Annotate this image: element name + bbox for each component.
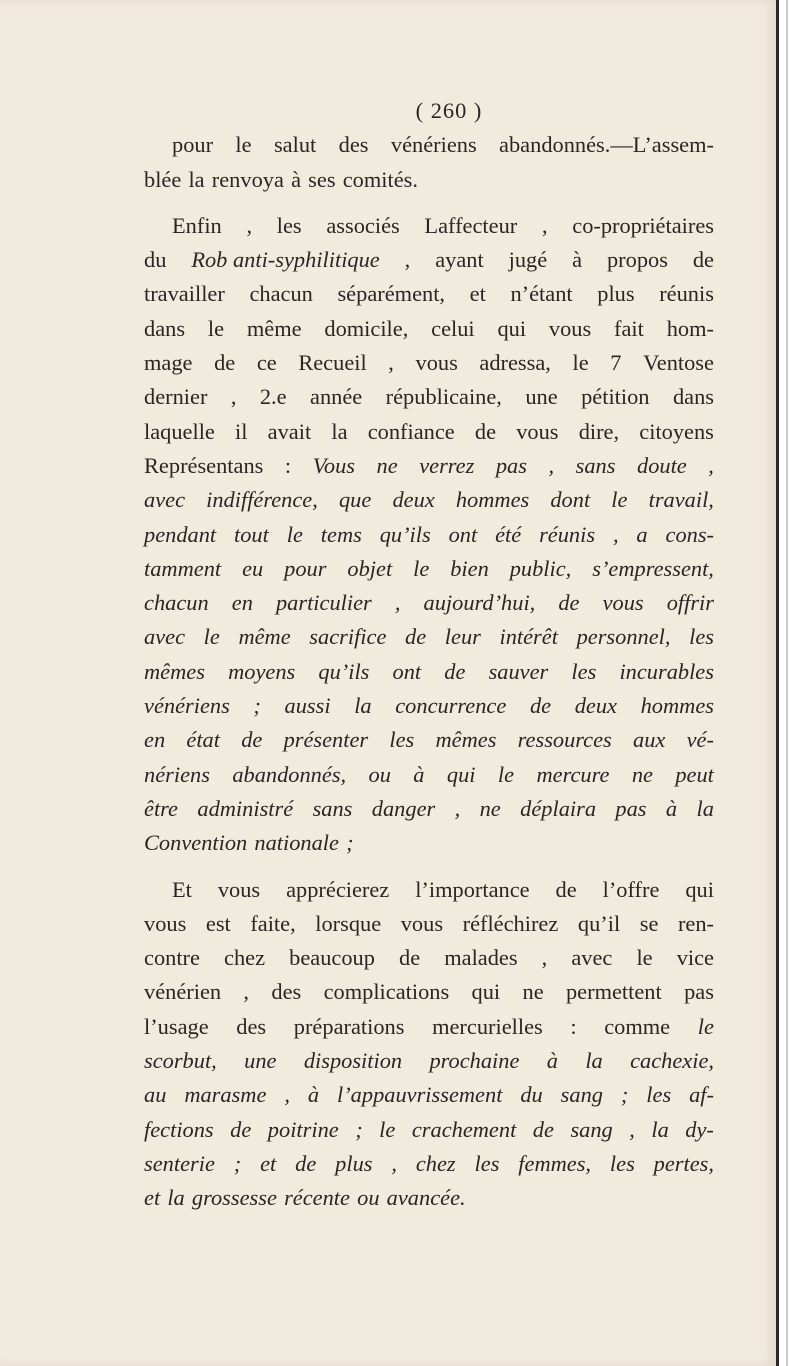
word: le <box>207 315 225 341</box>
word: tamment <box>144 555 222 581</box>
word: l’usage <box>144 1013 209 1039</box>
word: de <box>405 624 427 650</box>
paragraph-1 <box>144 128 714 197</box>
word: particulier <box>275 590 372 616</box>
word: ou <box>368 761 391 787</box>
word: des <box>271 979 302 1005</box>
text-line <box>144 346 714 380</box>
page-text <box>144 94 714 1216</box>
word: , <box>708 452 714 478</box>
word: qu’ils <box>318 658 370 684</box>
word: état <box>186 727 220 753</box>
word: nériens <box>144 761 210 787</box>
word: le <box>636 945 653 971</box>
word: une <box>525 384 558 410</box>
word: complications <box>323 979 450 1005</box>
word: poitrine <box>267 1116 339 1142</box>
word: pour <box>172 132 214 158</box>
word: réunis <box>659 281 714 307</box>
text-line <box>144 483 714 517</box>
word: femmes, <box>518 1150 592 1176</box>
word: même <box>246 315 302 341</box>
word: fections <box>144 1116 214 1142</box>
word: mêmes <box>435 727 497 753</box>
word: plus <box>597 281 635 307</box>
word: présenter <box>283 727 369 753</box>
word: Laffecteur <box>424 212 518 238</box>
word: le <box>235 132 252 158</box>
word: abandonnés, <box>232 761 347 787</box>
word: , <box>246 212 253 238</box>
word: du <box>520 1082 543 1108</box>
word: tout <box>234 521 269 547</box>
text-line <box>144 873 714 907</box>
word: qui <box>471 979 501 1005</box>
word: de <box>214 350 236 376</box>
word: contre <box>144 945 200 971</box>
word: malades <box>444 945 518 971</box>
word: Ventose <box>643 350 714 376</box>
text-line <box>144 907 714 941</box>
word: co-propriétaires <box>572 212 714 238</box>
word: , <box>454 795 461 821</box>
word: sacrifice <box>309 624 387 650</box>
word: qui <box>497 315 527 341</box>
text-line <box>144 552 714 586</box>
word: ayant <box>435 247 484 273</box>
paper-edge-line <box>786 0 788 1366</box>
word: que <box>338 487 372 513</box>
word: , <box>629 1116 635 1142</box>
word: de <box>399 945 421 971</box>
word: ont <box>448 521 478 547</box>
word: , <box>541 945 548 971</box>
word: chacun <box>249 281 313 307</box>
word: une <box>244 1048 277 1074</box>
word: comme <box>604 1013 671 1039</box>
word: moyens <box>228 658 296 684</box>
word: il <box>235 418 248 444</box>
word: apprécierez <box>286 876 390 902</box>
word: ce <box>256 350 277 376</box>
text-line <box>144 312 714 346</box>
text-line <box>144 1010 714 1044</box>
word: la <box>167 1185 185 1211</box>
text-line <box>144 655 714 689</box>
text-line <box>144 620 714 654</box>
word: grossesse <box>191 1185 277 1211</box>
word: de <box>230 1116 252 1142</box>
word: , <box>284 1082 290 1108</box>
word: confiance <box>367 418 455 444</box>
text-line <box>144 380 714 414</box>
text-line <box>144 723 714 757</box>
word: pas <box>684 979 714 1005</box>
word: propos <box>606 247 668 273</box>
word: de <box>558 590 580 616</box>
word: objet <box>347 555 393 581</box>
word: le <box>697 1013 714 1039</box>
word: Recueil <box>298 350 367 376</box>
word: la <box>585 1048 603 1074</box>
word: ne <box>631 761 653 787</box>
word: ne <box>479 795 501 821</box>
word: vous <box>144 910 187 936</box>
word: la <box>696 795 714 821</box>
word: la <box>331 418 348 444</box>
word: disposition <box>303 1048 403 1074</box>
paragraph-3 <box>144 873 714 1216</box>
word: en <box>144 727 166 753</box>
word: crachement <box>411 1116 517 1142</box>
word: le <box>413 555 430 581</box>
word: les <box>276 212 302 238</box>
word: domicile, <box>324 315 409 341</box>
word: offrir <box>666 590 714 616</box>
word: vice <box>676 945 714 971</box>
word: lorsque <box>315 910 382 936</box>
word: mage <box>144 350 193 376</box>
word: abandonnés.—L’assem- <box>499 132 714 158</box>
word: celui <box>431 315 475 341</box>
word: deux <box>574 693 617 719</box>
word: se <box>639 910 659 936</box>
word: est <box>205 910 231 936</box>
word: , <box>391 1150 397 1176</box>
word: du <box>144 247 167 273</box>
word: l’offre <box>602 876 660 902</box>
word: sang <box>560 1082 603 1108</box>
word: deux <box>392 487 435 513</box>
word: les <box>389 727 415 753</box>
word: le <box>572 350 589 376</box>
word: les <box>689 624 714 650</box>
word: af- <box>689 1082 714 1108</box>
word: chez <box>415 1150 456 1176</box>
word: de <box>692 247 714 273</box>
word: leur <box>444 624 481 650</box>
word: dy- <box>685 1116 714 1142</box>
word: le <box>497 761 515 787</box>
word: bien <box>450 555 489 581</box>
word: Vous <box>312 452 355 478</box>
word: beaucoup <box>289 945 375 971</box>
word: aussi <box>284 693 331 719</box>
word: salut <box>273 132 317 158</box>
word: préparations <box>293 1013 405 1039</box>
word: eu <box>242 555 264 581</box>
text-line <box>144 792 714 826</box>
word: travailler <box>144 281 225 307</box>
word: public, <box>509 555 572 581</box>
word: et <box>144 1185 161 1211</box>
word: tems <box>320 521 362 547</box>
text-line <box>144 163 714 197</box>
word: de <box>444 658 466 684</box>
word: sang <box>570 1116 613 1142</box>
word: républicaine, <box>385 384 502 410</box>
word: vénérien <box>144 979 222 1005</box>
word: sans <box>312 795 353 821</box>
text-line <box>144 975 714 1009</box>
word: plus <box>335 1150 373 1176</box>
word: vénériens <box>390 132 477 158</box>
word: les <box>571 658 597 684</box>
word: réunis <box>539 521 596 547</box>
word: qui <box>685 876 714 902</box>
word: vénériens <box>144 693 230 719</box>
word: la <box>188 166 205 192</box>
word: pendant <box>144 521 217 547</box>
word: , <box>243 979 250 1005</box>
word: avec <box>144 487 186 513</box>
word: scorbut, <box>144 1048 217 1074</box>
word: récente <box>284 1185 350 1211</box>
word: pas <box>615 795 647 821</box>
word: cachexie, <box>630 1048 714 1074</box>
word: nationale <box>254 830 339 856</box>
word: permettent <box>565 979 662 1005</box>
word: ne <box>522 979 544 1005</box>
word: ressources <box>517 727 612 753</box>
text-line <box>144 518 714 552</box>
word: hom- <box>666 315 714 341</box>
word: séparément, <box>337 281 446 307</box>
word: ont <box>392 658 422 684</box>
word: citoyens <box>639 418 714 444</box>
text-line <box>144 1181 714 1215</box>
text-line <box>144 415 714 449</box>
word: ne <box>376 452 398 478</box>
word: dont <box>550 487 591 513</box>
word: aux <box>633 727 666 753</box>
word: le <box>611 487 628 513</box>
word: de <box>555 876 577 902</box>
word: mêmes <box>144 658 205 684</box>
word: de <box>474 418 497 444</box>
word: de <box>241 727 263 753</box>
word: ; <box>253 693 261 719</box>
word: sans <box>575 452 616 478</box>
word: concurrence <box>395 693 507 719</box>
word: : <box>284 452 292 478</box>
word: dernier <box>144 384 208 410</box>
word: la <box>651 1116 669 1142</box>
word: de <box>532 1116 554 1142</box>
word: pertes, <box>653 1150 714 1176</box>
word: blée <box>144 166 182 192</box>
paragraph-2 <box>144 209 714 861</box>
word: les <box>609 1150 635 1176</box>
text-line <box>144 689 714 723</box>
word: : <box>570 1013 577 1039</box>
word: des <box>338 132 369 158</box>
word: vous <box>602 590 644 616</box>
word: dire, <box>578 418 620 444</box>
word: avancée. <box>386 1185 466 1211</box>
word: vé- <box>686 727 714 753</box>
text-line <box>144 758 714 792</box>
word: été <box>495 521 522 547</box>
text-line <box>144 586 714 620</box>
word: déplaira <box>520 795 597 821</box>
word: personnel, <box>576 624 671 650</box>
word: danger <box>371 795 436 821</box>
word: verrez <box>419 452 475 478</box>
word: les <box>646 1082 672 1108</box>
word: senterie <box>144 1150 215 1176</box>
word: Convention <box>144 830 248 856</box>
word: des <box>236 1013 267 1039</box>
word: adressa, <box>479 350 551 376</box>
word: s’empressent, <box>592 555 714 581</box>
word: vous <box>415 350 458 376</box>
word: renvoya <box>211 166 284 192</box>
word: indifférence, <box>206 487 318 513</box>
text-line <box>144 1044 714 1078</box>
word: et <box>469 281 486 307</box>
word: en <box>231 590 253 616</box>
word: mercure <box>536 761 610 787</box>
word: Et <box>172 876 192 902</box>
word: le <box>286 521 303 547</box>
word: n’étant <box>510 281 573 307</box>
word: , <box>230 384 237 410</box>
page-number: ( 260 ) <box>415 98 483 123</box>
text-line <box>144 209 714 243</box>
word: jugé <box>508 247 548 273</box>
word: Enfin <box>172 212 222 238</box>
word: prochaine <box>429 1048 520 1074</box>
word: vous <box>217 876 261 902</box>
text-line <box>144 941 714 975</box>
word: faite, <box>250 910 296 936</box>
word: , <box>394 590 401 616</box>
word: le <box>203 624 220 650</box>
word: à <box>291 166 302 192</box>
word: Représentans <box>144 452 264 478</box>
word: réfléchirez <box>462 910 559 936</box>
word: associés <box>326 212 400 238</box>
margin-background <box>779 0 800 1366</box>
text-line <box>144 277 714 311</box>
word: pétition <box>581 384 650 410</box>
text-line <box>144 128 714 162</box>
word: vous <box>516 418 559 444</box>
word: cons- <box>665 521 714 547</box>
word: hommes <box>640 693 714 719</box>
word: à <box>572 247 583 273</box>
word: ; <box>346 830 354 856</box>
word: chez <box>224 945 266 971</box>
text-line <box>144 1113 714 1147</box>
word: avec <box>571 945 613 971</box>
word: année <box>310 384 363 410</box>
word: Rob anti-syphilitique <box>191 247 380 273</box>
word: marasme <box>184 1082 267 1108</box>
word: ren- <box>677 910 714 936</box>
word: intérêt <box>499 624 558 650</box>
word: chacun <box>144 590 209 616</box>
word: pas <box>495 452 527 478</box>
word: dans <box>144 315 186 341</box>
word: ses <box>308 166 336 192</box>
word: l’appauvrissement <box>337 1082 503 1108</box>
word: mercurielles <box>432 1013 543 1039</box>
word: hommes <box>455 487 530 513</box>
word: fait <box>614 315 644 341</box>
word: et <box>260 1150 277 1176</box>
word: qui <box>446 761 476 787</box>
word: à <box>413 761 425 787</box>
word: à <box>307 1082 320 1108</box>
word: à <box>665 795 678 821</box>
word: être <box>144 795 178 821</box>
text-line <box>144 826 714 860</box>
word: aujourd’hui, <box>423 590 536 616</box>
text-line <box>144 1147 714 1181</box>
word: , <box>541 212 548 238</box>
word: incurables <box>619 658 714 684</box>
word: pour <box>284 555 327 581</box>
word: , <box>404 247 411 273</box>
text-line <box>144 449 714 483</box>
word: , <box>388 350 394 376</box>
word: a <box>636 521 648 547</box>
word: 2.e <box>259 384 287 410</box>
word: 7 <box>610 350 622 376</box>
word: de <box>295 1150 317 1176</box>
word: au <box>144 1082 167 1108</box>
word: travail, <box>648 487 714 513</box>
word: sauver <box>488 658 549 684</box>
word: , <box>612 521 619 547</box>
text-line <box>144 243 714 277</box>
word: doute <box>637 452 687 478</box>
word: administré <box>197 795 294 821</box>
word: le <box>379 1116 396 1142</box>
word: la <box>354 693 372 719</box>
word: de <box>529 693 552 719</box>
word: dans <box>672 384 714 410</box>
word: laquelle <box>144 418 215 444</box>
word: l’importance <box>415 876 530 902</box>
word: ou <box>357 1185 380 1211</box>
word: vous <box>548 315 592 341</box>
word: peut <box>675 761 714 787</box>
word: ; <box>355 1116 363 1142</box>
word: qu’il <box>577 910 621 936</box>
word: à <box>546 1048 558 1074</box>
word: ; <box>233 1150 242 1176</box>
word: comités. <box>342 166 418 192</box>
word: vous <box>400 910 444 936</box>
word: les <box>474 1150 500 1176</box>
word: qu’ils <box>379 521 431 547</box>
word: , <box>548 452 555 478</box>
word: ; <box>620 1082 629 1108</box>
text-line <box>144 1078 714 1112</box>
word: même <box>238 624 291 650</box>
word: avait <box>267 418 312 444</box>
word: avec <box>144 624 186 650</box>
